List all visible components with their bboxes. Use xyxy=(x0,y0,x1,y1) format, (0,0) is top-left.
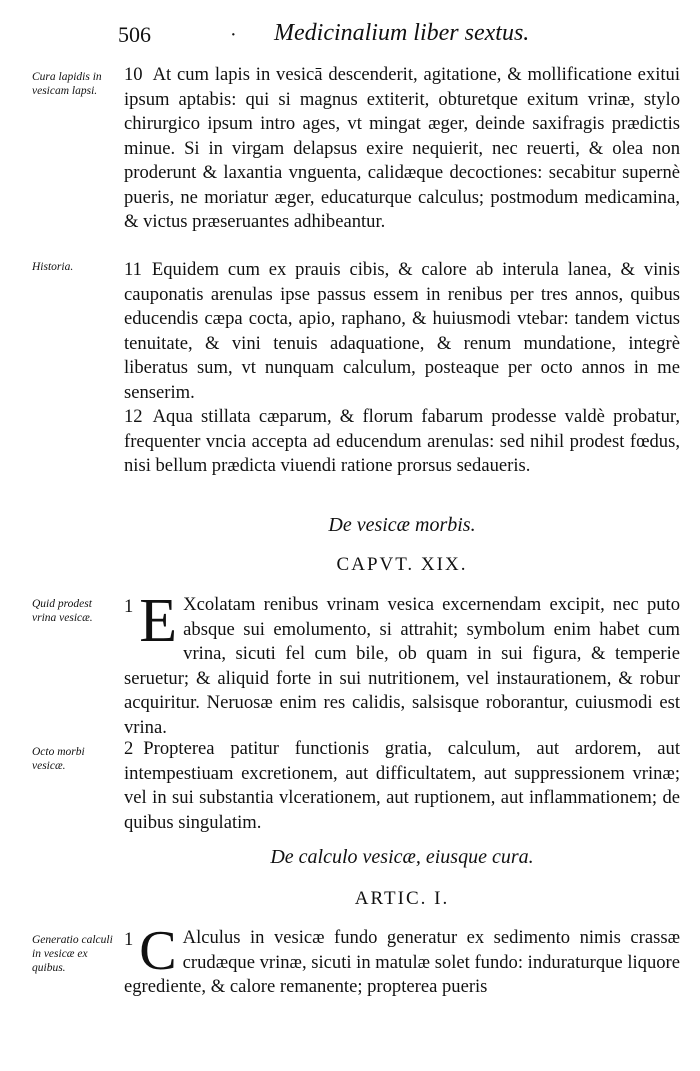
margin-note-quid: Quid prodest vrina vesicæ. xyxy=(32,598,93,624)
paragraph-number: 2 xyxy=(124,738,134,759)
chapter-heading: CAPVT. XIX. xyxy=(336,554,468,575)
section-heading: De vesicæ morbis. xyxy=(328,514,476,536)
paragraph-text: Aqua stillata cæparum, & florum fabarum prodesse valdè probatur, frequenter vncia accepta ad educendum arenulas: sed nihil prodest fœdus, nisi bellum prædicta viuendi ratione prorsus sedaueris. xyxy=(124,406,680,476)
subsection-heading: De calculo vesicæ, eiusque cura. xyxy=(270,846,534,868)
drop-cap: E xyxy=(139,587,178,655)
margin-note-cura: Cura lapidis in vesicam lapsi. xyxy=(32,71,102,97)
drop-cap: C xyxy=(139,920,177,982)
paragraph-text: Xcolatam renibus vrinam vesica excernendam excipit, nec puto absque sui emolumento, si attrahit; symbolum enim habet cum vrina, sicuti fel cum bile, ob quam in sui figura, & temperie seruetur; & aliquid forte in sui nutritionem, vel instaurationem, & robur acquiritur. Neruosæ enim res calidis, salsisque roborantur, cuiusmodi est vrina. xyxy=(124,594,680,738)
paragraph-number: 12 xyxy=(124,406,143,427)
paragraph-text: Propterea patitur functionis gratia, calculum, aut ardorem, aut intempestiuam excretionem, aut difficultatem, aut suppressionem vrinæ; vel in sui substantia vlcerationem, aut ruptionem, aut inflammationem; de quibus singulatim. xyxy=(124,738,680,833)
paragraph-number: 1 xyxy=(124,929,134,950)
article-heading: ARTIC. I. xyxy=(354,888,450,909)
margin-note-octo: Octo morbi vesicæ. xyxy=(32,746,85,772)
paragraph-text: At cum lapis in vesicā descenderit, agitatione, & mollificatione exitui ipsum aptabis: qui si magnus extiterit, obturetque exitum vrinæ, stylo chirurgico ipsum intro ages, vt mingat æger, deinde saxifragis prædictis minue. Si in virgam delapsus exire nequierit, nec reuerti, & olea non proderunt & laxantia vnguenta, calidæque decoctiones: secabitur supernè pueris, ne moriatur æger, educaturque calculus; postmodum medicamina, & victus præseruantes adhibeantur. xyxy=(124,64,680,232)
margin-note-generatio: Generatio calculi in vesicæ ex quibus. xyxy=(32,934,113,974)
page-number: 506 xyxy=(118,22,151,47)
chapter-paragraph-2 xyxy=(124,737,680,835)
paragraph-text: Equidem cum ex prauis cibis, & calore ab interula lanea, & vinis cauponatis arenulas ipse passus essem in renibus per tres annos, quibus educendis cæpa cocta, apio, raphano, & huiusmodi vtebar: tandem victus tenuitate, & vini tenuis adaquatione, & renum mundatione, integrè liberatus sum, vt nunquam calculum, posteaque per octo annos in me senserim. xyxy=(124,259,680,403)
paragraph-number: 10 xyxy=(124,64,143,85)
paragraph-number: 11 xyxy=(124,259,142,280)
page-header xyxy=(118,18,588,52)
paragraph-12 xyxy=(124,405,680,479)
margin-note-historia: Historia. xyxy=(32,261,74,273)
article-paragraph-1 xyxy=(124,920,680,1000)
paragraph-11 xyxy=(124,258,680,405)
paragraph-number: 1 xyxy=(124,596,134,617)
paragraph-10 xyxy=(124,63,680,235)
chapter-paragraph-1 xyxy=(124,587,680,740)
paragraph-text: Alculus in vesicæ fundo generatur ex sedimento nimis crassæ crudæque vrinæ, sicuti in matulæ solet fundo: induraturque liquore egrediente, & calore remanente; propterea pueris xyxy=(124,927,680,997)
running-title: Medicinalium liber sextus. xyxy=(274,20,530,46)
header-dot: · xyxy=(230,24,237,46)
